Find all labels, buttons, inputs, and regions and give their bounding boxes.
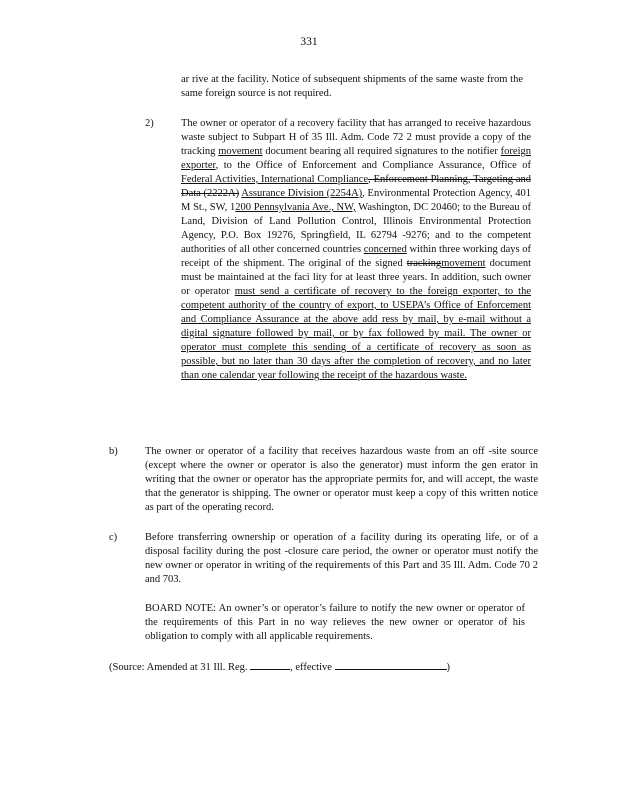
- board-note: BOARD NOTE: An owner’s or operator’s failure to notify the new owner or operator of the requirements of this Part in no way relieves the new owner or operator of his obligation to comply with all applicable requirements.: [145, 603, 525, 642]
- item-c-label: c): [109, 532, 118, 543]
- intro-paragraph: ar rive at the facility. Notice of subsequent shipments of the same waste from the same foreign source is not required.: [181, 74, 523, 99]
- item-2-label: 2): [145, 118, 154, 129]
- item-b-label: b): [109, 446, 118, 457]
- text: , Environmental Protection Agency, 401 M St., SW, 1: [181, 188, 532, 213]
- text: document must be maintained at the faci lity for at least three years. In addition, such owner or operator: [181, 258, 532, 297]
- source-suffix: ): [446, 662, 451, 673]
- text: document bearing all required signatures to the notifier: [262, 146, 501, 157]
- deleted-text: tracking: [406, 258, 442, 269]
- text: , to the Office of Enforcement and Compliance Assurance, Office of: [215, 160, 531, 171]
- inserted-text: movement: [218, 146, 263, 157]
- inserted-text: foreign exporter: [181, 146, 531, 171]
- text: Washington, DC 20460; to the Bureau of Land, Division of Land Pollution Control, Illinois Environmental Protection Agency, P.O. Box 19276, Springfield, IL 62794 -9276; and to the competent authorities of all other concerned countries: [181, 202, 531, 255]
- inserted-text: concerned: [363, 244, 407, 255]
- deleted-text: , Enforcement Planning, Targeting and Data (2222A): [181, 174, 531, 199]
- source-prefix: (Source: Amended at 31 Ill. Reg.: [109, 662, 251, 673]
- inserted-text: 200 Pennsylvania Ave., NW,: [235, 202, 356, 213]
- inserted-text: Federal Activities, International Compliance: [181, 174, 369, 185]
- item-2-paragraph: [181, 117, 531, 383]
- text: The owner or operator of a recovery facility that has arranged to receive hazardous waste subject to Subpart H of 35 Ill. Adm. Code 72 2 must provide a copy of the tracking: [181, 118, 531, 157]
- inserted-text: Assurance Division (2254A): [241, 188, 363, 199]
- inserted-text: movement: [441, 258, 486, 269]
- item-b-paragraph: The owner or operator of a facility that receives hazardous waste from an off -site source (except where the owner or operator is also the generator) must inform the gen erator in writing that the owner or operator has the appropriate permits for, and will accept, the waste that the generator is shipping. The owner or operator must keep a copy of this written notice as part of the operating record.: [145, 446, 538, 513]
- page-number: 331: [300, 36, 318, 48]
- effective-date-blank: [335, 659, 447, 670]
- inserted-text: must send a certificate of recovery to the foreign exporter, to the competent authority of the country of export, to USEPA’s Office of Enforcement and Compliance Assurance at the above add ress by mail, by e-mail without a digital signature followed by mail, or by fax followed by mail. The owner or operator must complete this sending of a certificate of recovery as soon as possible, but no later than 30 days after the completion of recovery, and no later than one calendar year following the receipt of the hazardous waste.: [181, 286, 531, 381]
- item-c-paragraph: Before transferring ownership or operation of a facility during its operating life, or of a disposal facility during the post -closure care period, the owner or operator must notify the new owner or operator in writing of the requirements of this Part and 35 Ill. Adm. Code 70 2 and 703.: [145, 532, 538, 585]
- source-note: [109, 659, 529, 675]
- register-blank: [250, 659, 290, 670]
- text: within three working days of receipt of the shipment. The original of the signed: [181, 244, 532, 269]
- source-middle: , effective: [290, 662, 335, 673]
